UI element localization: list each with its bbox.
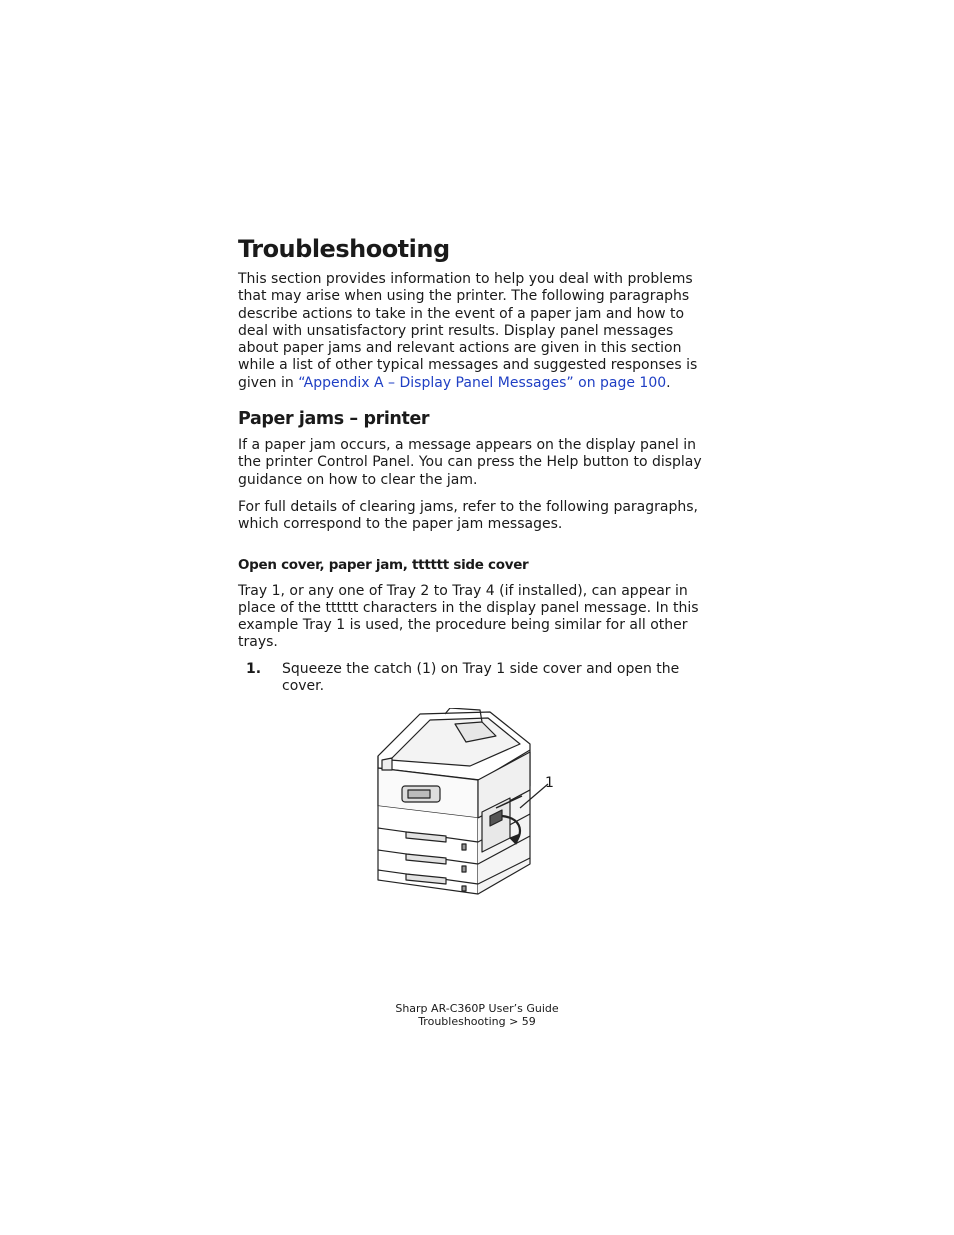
- intro-text: This section provides information to help you deal with problems that may arise when using the printer. The following paragraphs describe actions to take in the event of a paper jam and how to deal with unsatisfactory print results. Display panel messages about paper jams and relevant actions are given in this section while a list of other typical messages and suggested responses is given in: [238, 271, 698, 391]
- step-number: 1.: [246, 660, 262, 677]
- printer-illustration: [370, 708, 560, 900]
- appendix-link[interactable]: “Appendix A – Display Panel Messages” on page 100: [298, 374, 667, 391]
- subsection-heading: Open cover, paper jam, tttttt side cover: [238, 556, 529, 573]
- section-paragraph-2: For full details of clearing jams, refer to the following paragraphs, which correspond to the paper jam messages.: [238, 498, 698, 533]
- page-content: [238, 232, 718, 695]
- footer-page-ref: Troubleshooting > 59: [418, 1015, 536, 1028]
- section-heading: Paper jams – printer: [238, 409, 430, 430]
- page-title: Troubleshooting: [238, 235, 450, 263]
- subsection-paragraph: Tray 1, or any one of Tray 2 to Tray 4 (if installed), can appear in place of the tttttt characters in the display panel message. In this example Tray 1 is used, the procedure being similar for all other trays.: [238, 582, 699, 651]
- figure-callout-label: 1: [545, 775, 554, 791]
- intro-paragraph: [238, 271, 718, 392]
- step-item: [238, 661, 718, 696]
- section-paragraph-1: If a paper jam occurs, a message appears on the display panel in the printer Control Panel. You can press the Help button to display guidance on how to clear the jam.: [238, 437, 702, 488]
- footer-guide-title: Sharp AR-C360P User’s Guide: [395, 1002, 559, 1015]
- page-footer: [0, 1002, 954, 1028]
- intro-end: .: [666, 374, 671, 391]
- step-text: Squeeze the catch (1) on Tray 1 side cover and open the cover.: [282, 660, 680, 695]
